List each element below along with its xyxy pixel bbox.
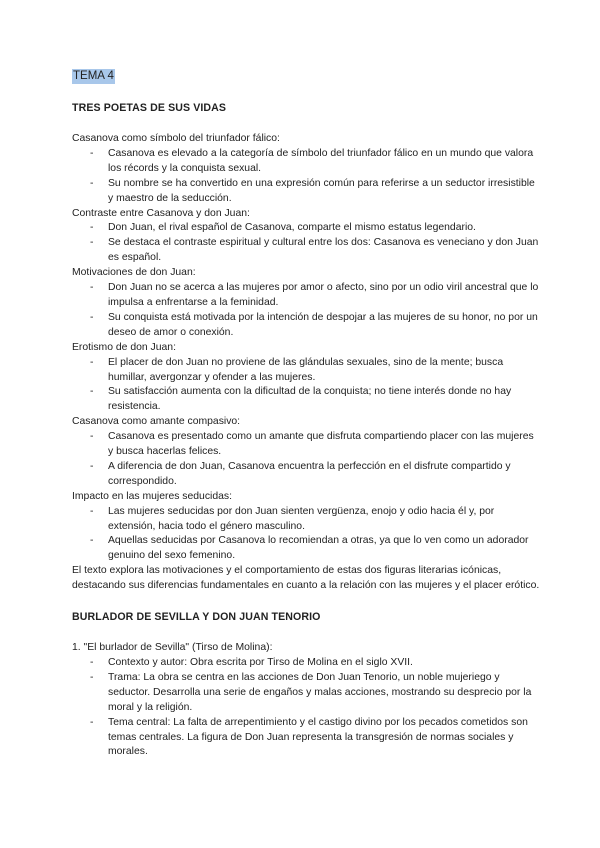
- list-item: - A diferencia de don Juan, Casanova encuentra la perfección en el disfrute compartido y correspondido.: [72, 460, 540, 490]
- list-item: - Su nombre se ha convertido en una expresión común para referirse a un seductor irresistible y maestro de la seducción.: [72, 177, 540, 207]
- section2-body: [72, 641, 540, 760]
- list-item: - Casanova es elevado a la categoría de símbolo del triunfador fálico en un mundo que valora los récords y la conquista sexual.: [72, 147, 540, 177]
- bullet-list: [72, 505, 540, 565]
- list-item: - El placer de don Juan no proviene de las glándulas sexuales, sino de la mente; busca humillar, avergonzar y ofender a las mujeres.: [72, 356, 540, 386]
- list-item: - Don Juan, el rival español de Casanova, comparte el mismo estatus legendario.: [72, 221, 540, 236]
- list-item: - Contexto y autor: Obra escrita por Tirso de Molina en el siglo XVII.: [72, 656, 540, 671]
- topic-label: TEMA 4: [73, 70, 114, 82]
- list-item: - Don Juan no se acerca a las mujeres por amor o afecto, sino por un odio viril ancestral que lo impulsa a enfrentarse a la feminidad.: [72, 281, 540, 311]
- numbered-heading: 1. "El burlador de Sevilla" (Tirso de Molina):: [72, 642, 273, 654]
- list-item: - Su conquista está motivada por la intención de despojar a las mujeres de su honor, no por un deseo de amor o conexión.: [72, 311, 540, 341]
- list-item: - Las mujeres seducidas por don Juan sienten vergüenza, enojo y odio hacia él y, por extensión, hacia todo el género masculino.: [72, 505, 540, 535]
- section1-body: [72, 132, 540, 594]
- group-heading: Contraste entre Casanova y don Juan:: [72, 207, 250, 219]
- list-item: - Tema central: La falta de arrepentimiento y el castigo divino por los pecados cometidos son temas centrales. La figura de Don Juan representa la transgresión de normas sociales y morales.: [72, 716, 540, 761]
- bullet-list: [72, 221, 540, 266]
- bullet-list: [72, 356, 540, 416]
- group-heading: Erotismo de don Juan:: [72, 341, 176, 353]
- list-item: - Se destaca el contraste espiritual y cultural entre los dos: Casanova es veneciano y don Juan es español.: [72, 236, 540, 266]
- list-item: - Trama: La obra se centra en las acciones de Don Juan Tenorio, un noble mujeriego y seductor. Desarrolla una serie de engaños y malas acciones, mostrando su desprecio por la moral y la religión.: [72, 671, 540, 716]
- list-item: - Su satisfacción aumenta con la dificultad de la conquista; no tiene interés donde no hay resistencia.: [72, 385, 540, 415]
- bullet-list: [72, 281, 540, 341]
- section-title-burlador: BURLADOR DE SEVILLA Y DON JUAN TENORIO: [72, 611, 321, 624]
- group-heading: Motivaciones de don Juan:: [72, 267, 196, 279]
- section-title-tres-poetas: TRES POETAS DE SUS VIDAS: [72, 102, 227, 114]
- group-heading: Casanova como amante compasivo:: [72, 416, 241, 428]
- bullet-list: [72, 430, 540, 490]
- group-heading: Impacto en las mujeres seducidas:: [72, 490, 232, 502]
- conclusion-paragraph: El texto explora las motivaciones y el comportamiento de estas dos figuras literarias icónicas, destacando sus diferencias fundamentales en cuanto a la relación con las mujeres y el placer erótico.: [72, 565, 540, 592]
- group-heading: Casanova como símbolo del triunfador fálico:: [72, 133, 280, 144]
- bullet-list: [72, 147, 540, 207]
- list-item: - Casanova es presentado como un amante que disfruta compartiendo placer con las mujeres y busca hacerlas felices.: [72, 430, 540, 460]
- bullet-list: [72, 656, 540, 760]
- list-item: - Aquellas seducidas por Casanova lo recomiendan a otras, ya que lo ven como un adorador genuino del sexo femenino.: [72, 534, 540, 564]
